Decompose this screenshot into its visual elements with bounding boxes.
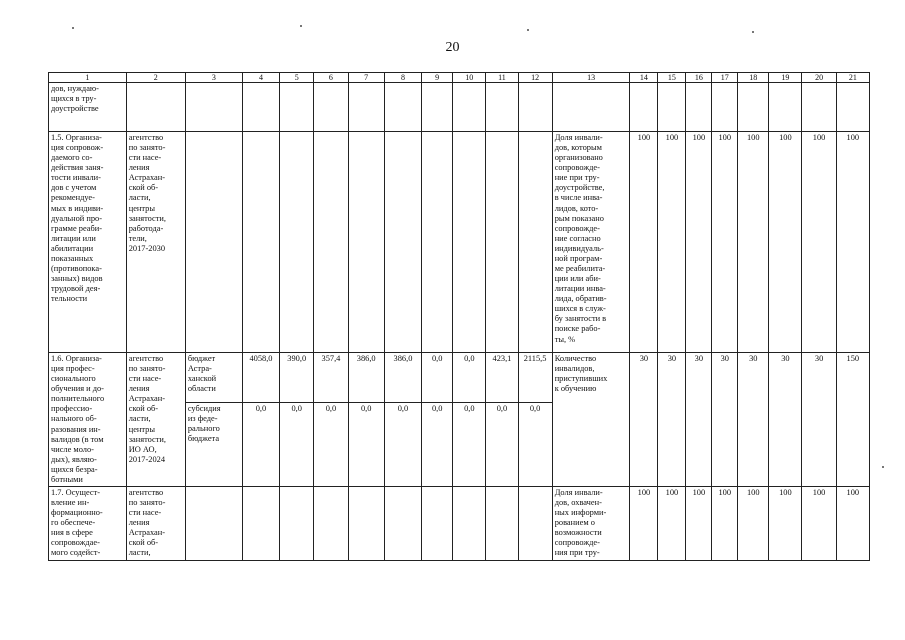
measure-name-cell: дов, нуждаю- щихся в тру- доустройстве [49,83,127,132]
funding-value-cell: 0,0 [486,402,518,486]
target-value-cell: 30 [802,353,836,487]
empty-cell [486,132,518,353]
funding-value-cell: 4058,0 [242,353,279,403]
target-value-cell: 100 [802,132,836,353]
target-value-cell: 30 [658,353,686,487]
target-value-cell: 100 [658,132,686,353]
empty-cell [518,487,552,561]
empty-cell [422,83,453,132]
empty-cell [658,83,686,132]
column-number: 10 [453,73,486,83]
column-number: 1 [49,73,127,83]
funding-value-cell: 0,0 [453,353,486,403]
column-number: 6 [314,73,348,83]
column-number: 9 [422,73,453,83]
funding-value-cell: 0,0 [422,353,453,403]
target-value-cell: 100 [712,132,738,353]
target-value-cell: 100 [686,132,712,353]
empty-cell [314,487,348,561]
funding-value-cell: 423,1 [486,353,518,403]
empty-cell [242,83,279,132]
column-number: 12 [518,73,552,83]
funding-value-cell: 386,0 [384,353,421,403]
empty-cell [769,83,802,132]
column-number: 14 [630,73,658,83]
column-number: 18 [738,73,769,83]
funding-total-cell: 2115,5 [518,353,552,403]
empty-cell [422,487,453,561]
empty-cell [630,83,658,132]
column-number: 7 [348,73,384,83]
empty-cell [384,132,421,353]
column-number: 21 [836,73,869,83]
target-value-cell: 30 [769,353,802,487]
funding-value-cell: 0,0 [348,402,384,486]
empty-cell [453,132,486,353]
scan-speck [752,31,754,33]
empty-cell [280,487,314,561]
target-value-cell: 100 [802,487,836,561]
measure-name-cell: 1.6. Организа- ция профес- сионального обучения и до- полнительного профессио- нального об- разования ин- валидов (в том числе моло- дых), являю- щихся безра- ботными [49,353,127,487]
empty-cell [422,132,453,353]
target-value-cell: 100 [630,487,658,561]
empty-cell [348,132,384,353]
funding-source-cell: бюджет Астра- ханской области [185,353,242,403]
empty-cell [518,83,552,132]
empty-cell [686,83,712,132]
empty-cell [314,132,348,353]
column-number: 17 [712,73,738,83]
empty-cell [712,83,738,132]
executor-cell: агентство по занято- сти насе- ления Астрахан- ской об- ласти, центры занятости, работода- тели, 2017-2030 [126,132,185,353]
funding-value-cell: 0,0 [242,402,279,486]
column-number: 13 [552,73,630,83]
empty-cell [314,83,348,132]
column-number-row [49,73,870,83]
funding-value-cell: 0,0 [422,402,453,486]
column-number: 4 [242,73,279,83]
empty-cell [280,132,314,353]
empty-cell [384,487,421,561]
funding-value-cell: 0,0 [314,402,348,486]
table-row [49,83,870,132]
empty-cell [242,487,279,561]
target-value-cell: 30 [686,353,712,487]
empty-cell [348,487,384,561]
program-measures-table [48,72,870,561]
empty-cell [453,487,486,561]
table-row [49,487,870,561]
empty-cell [552,83,630,132]
empty-cell [453,83,486,132]
column-number: 19 [769,73,802,83]
scan-speck [300,25,302,27]
indicator-cell: Доля инвали- дов, охвачен- ных информи- рованием о возможности сопровожде- ния при тру- [552,487,630,561]
measure-name-cell: 1.7. Осущест- вление ин- формационно- го обеспече- ния в сфере сопровождае- мого содейст- [49,487,127,561]
empty-cell [185,83,242,132]
target-value-cell: 100 [658,487,686,561]
empty-cell [185,487,242,561]
empty-cell [836,83,869,132]
target-value-cell: 30 [738,353,769,487]
funding-value-cell: 0,0 [280,402,314,486]
funding-value-cell: 0,0 [453,402,486,486]
executor-cell: агентство по занято- сти насе- ления Астрахан- ской об- ласти, [126,487,185,561]
target-value-cell: 100 [738,132,769,353]
target-value-cell: 100 [836,487,869,561]
empty-cell [486,83,518,132]
empty-cell [242,132,279,353]
column-number: 15 [658,73,686,83]
empty-cell [280,83,314,132]
target-value-cell: 150 [836,353,869,487]
empty-cell [802,83,836,132]
empty-cell [384,83,421,132]
empty-cell [738,83,769,132]
column-number: 8 [384,73,421,83]
target-value-cell: 30 [630,353,658,487]
empty-cell [486,487,518,561]
indicator-cell: Количество инвалидов, приступивших к обучению [552,353,630,487]
funding-value-cell: 386,0 [348,353,384,403]
page-number: 20 [445,40,460,55]
measure-name-cell: 1.5. Организа- ция сопровож- даемого со- действия заня- тости инвали- дов с учетом рекомендуе- мых в индиви- дуальной про- грамме реаби- литации или абилитации показанных (противопока- занных) видов трудовой дея- тельности [49,132,127,353]
target-value-cell: 100 [769,487,802,561]
target-value-cell: 30 [712,353,738,487]
funding-value-cell: 0,0 [384,402,421,486]
funding-value-cell: 390,0 [280,353,314,403]
target-value-cell: 100 [630,132,658,353]
target-value-cell: 100 [686,487,712,561]
column-number: 3 [185,73,242,83]
target-value-cell: 100 [738,487,769,561]
scan-speck [882,466,884,468]
scan-speck [72,27,74,29]
column-number: 2 [126,73,185,83]
scan-speck [527,29,529,31]
funding-source-cell: субсидия из феде- рального бюджета [185,402,242,486]
empty-cell [518,132,552,353]
empty-cell [185,132,242,353]
column-number: 5 [280,73,314,83]
funding-total-cell: 0,0 [518,402,552,486]
target-value-cell: 100 [836,132,869,353]
indicator-cell: Доля инвали- дов, которым организовано сопровожде- ние при тру- доустройстве, в числе инва- лидов, кото- рым показано сопровожде- ние согласно индивидуаль- ной програм- ме реабилита- ции или аби- литации инва- лида, обратив- шихся в служ- бу занятости в поиске рабо- ты, % [552,132,630,353]
column-number: 16 [686,73,712,83]
funding-value-cell: 357,4 [314,353,348,403]
target-value-cell: 100 [712,487,738,561]
empty-cell [126,83,185,132]
target-value-cell: 100 [769,132,802,353]
table-row [49,353,870,403]
column-number: 20 [802,73,836,83]
executor-cell: агентство по занято- сти насе- ления Астрахан- ской об- ласти, центры занятости, ИО АО, 2017-2024 [126,353,185,487]
table-row [49,132,870,353]
empty-cell [348,83,384,132]
column-number: 11 [486,73,518,83]
